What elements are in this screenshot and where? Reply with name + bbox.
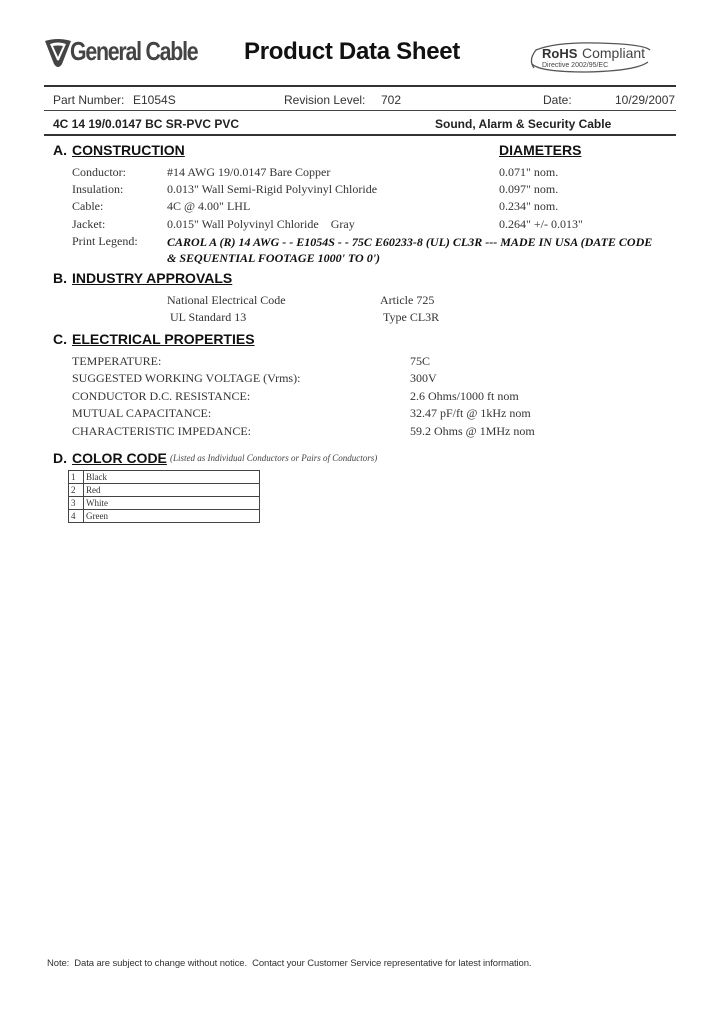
brand-logo xyxy=(42,34,227,70)
rohs-badge xyxy=(526,40,654,74)
electrical-row-label: CONDUCTOR D.C. RESISTANCE: xyxy=(72,389,251,403)
table-row xyxy=(69,497,260,510)
print-legend-label: Print Legend: xyxy=(72,234,138,248)
color-number: 1 xyxy=(69,471,84,484)
construction-row-value: #14 AWG 19/0.0147 Bare Copper xyxy=(167,165,331,179)
electrical-row-label: SUGGESTED WORKING VOLTAGE (Vrms): xyxy=(72,371,301,385)
approval-name: UL Standard 13 xyxy=(170,310,247,324)
electrical-row-value: 32.47 pF/ft @ 1kHz nom xyxy=(410,406,531,420)
brand-name: General Cable xyxy=(70,36,198,66)
header-divider-top xyxy=(44,85,676,87)
construction-row-value: 4C @ 4.00" LHL xyxy=(167,199,251,213)
color-number: 2 xyxy=(69,484,84,497)
color-number: 3 xyxy=(69,497,84,510)
table-row xyxy=(69,484,260,497)
table-row xyxy=(69,510,260,523)
footer-note: Note: Data are subject to change without notice. Contact your Customer Service representative for latest information. xyxy=(47,958,532,969)
electrical-row-label: TEMPERATURE: xyxy=(72,354,162,368)
approvals-title: INDUSTRY APPROVALS xyxy=(72,270,233,286)
print-legend-line1: CAROL A (R) 14 AWG - - E1054S - - 75C E60233-8 (UL) CL3R --- MADE IN USA (DATE CODE xyxy=(167,235,653,249)
page-title: Product Data Sheet xyxy=(244,38,460,65)
revision-value: 702 xyxy=(381,93,402,107)
construction-row-diameter: 0.234" nom. xyxy=(499,199,559,213)
approval-value: Type CL3R xyxy=(383,310,440,324)
rohs-directive: Directive 2002/95/EC xyxy=(542,62,609,69)
color-name: Green xyxy=(84,510,260,523)
electrical-row-label: CHARACTERISTIC IMPEDANCE: xyxy=(72,424,252,438)
approval-value: Article 725 xyxy=(380,293,435,307)
info-divider xyxy=(44,110,676,111)
cable-description: 4C 14 19/0.0147 BC SR-PVC PVC xyxy=(53,117,240,131)
construction-title: CONSTRUCTION xyxy=(72,142,185,158)
date-label: Date: xyxy=(543,93,572,107)
approval-name: National Electrical Code xyxy=(167,293,286,307)
color-name: Red xyxy=(84,484,260,497)
construction-letter: A. xyxy=(53,142,67,158)
electrical-row-value: 300V xyxy=(410,371,437,385)
rohs-title-bold: RoHS xyxy=(542,46,578,61)
print-legend-line2: & SEQUENTIAL FOOTAGE 1000' TO 0') xyxy=(167,251,381,265)
date-value: 10/29/2007 xyxy=(615,93,676,107)
rohs-title-rest: Compliant xyxy=(582,45,646,61)
construction-row-diameter: 0.264" +/- 0.013" xyxy=(499,217,583,231)
header-divider-bottom xyxy=(44,134,676,136)
revision-label: Revision Level: xyxy=(284,93,366,107)
color-code-table xyxy=(68,470,260,523)
electrical-row-value: 2.6 Ohms/1000 ft nom xyxy=(410,389,519,403)
electrical-letter: C. xyxy=(53,331,67,347)
construction-row-diameter: 0.097" nom. xyxy=(499,182,559,196)
construction-row-value: 0.013" Wall Semi-Rigid Polyvinyl Chloride xyxy=(167,182,378,196)
color-number: 4 xyxy=(69,510,84,523)
part-number-label: Part Number: xyxy=(53,93,125,107)
electrical-row-label: MUTUAL CAPACITANCE: xyxy=(72,406,212,420)
cable-category: Sound, Alarm & Security Cable xyxy=(435,117,612,131)
color-code-title: COLOR CODE xyxy=(72,450,167,466)
color-name: Black xyxy=(84,471,260,484)
color-code-note: (Listed as Individual Conductors or Pairs of Conductors) xyxy=(170,453,378,463)
approvals-letter: B. xyxy=(53,270,67,286)
electrical-row-value: 75C xyxy=(410,354,431,368)
color-code-letter: D. xyxy=(53,450,67,466)
part-number-value: E1054S xyxy=(133,93,176,107)
construction-row-diameter: 0.071" nom. xyxy=(499,165,559,179)
diameters-title: DIAMETERS xyxy=(499,142,582,158)
construction-row-label: Conductor: xyxy=(72,165,126,179)
electrical-row-value: 59.2 Ohms @ 1MHz nom xyxy=(410,424,535,438)
construction-row-label: Cable: xyxy=(72,199,104,213)
construction-row-value: 0.015" Wall Polyvinyl Chloride Gray xyxy=(167,217,355,231)
color-name: White xyxy=(84,497,260,510)
construction-row-label: Insulation: xyxy=(72,182,124,196)
electrical-title: ELECTRICAL PROPERTIES xyxy=(72,331,255,347)
construction-row-label: Jacket: xyxy=(72,217,106,231)
table-row xyxy=(69,471,260,484)
